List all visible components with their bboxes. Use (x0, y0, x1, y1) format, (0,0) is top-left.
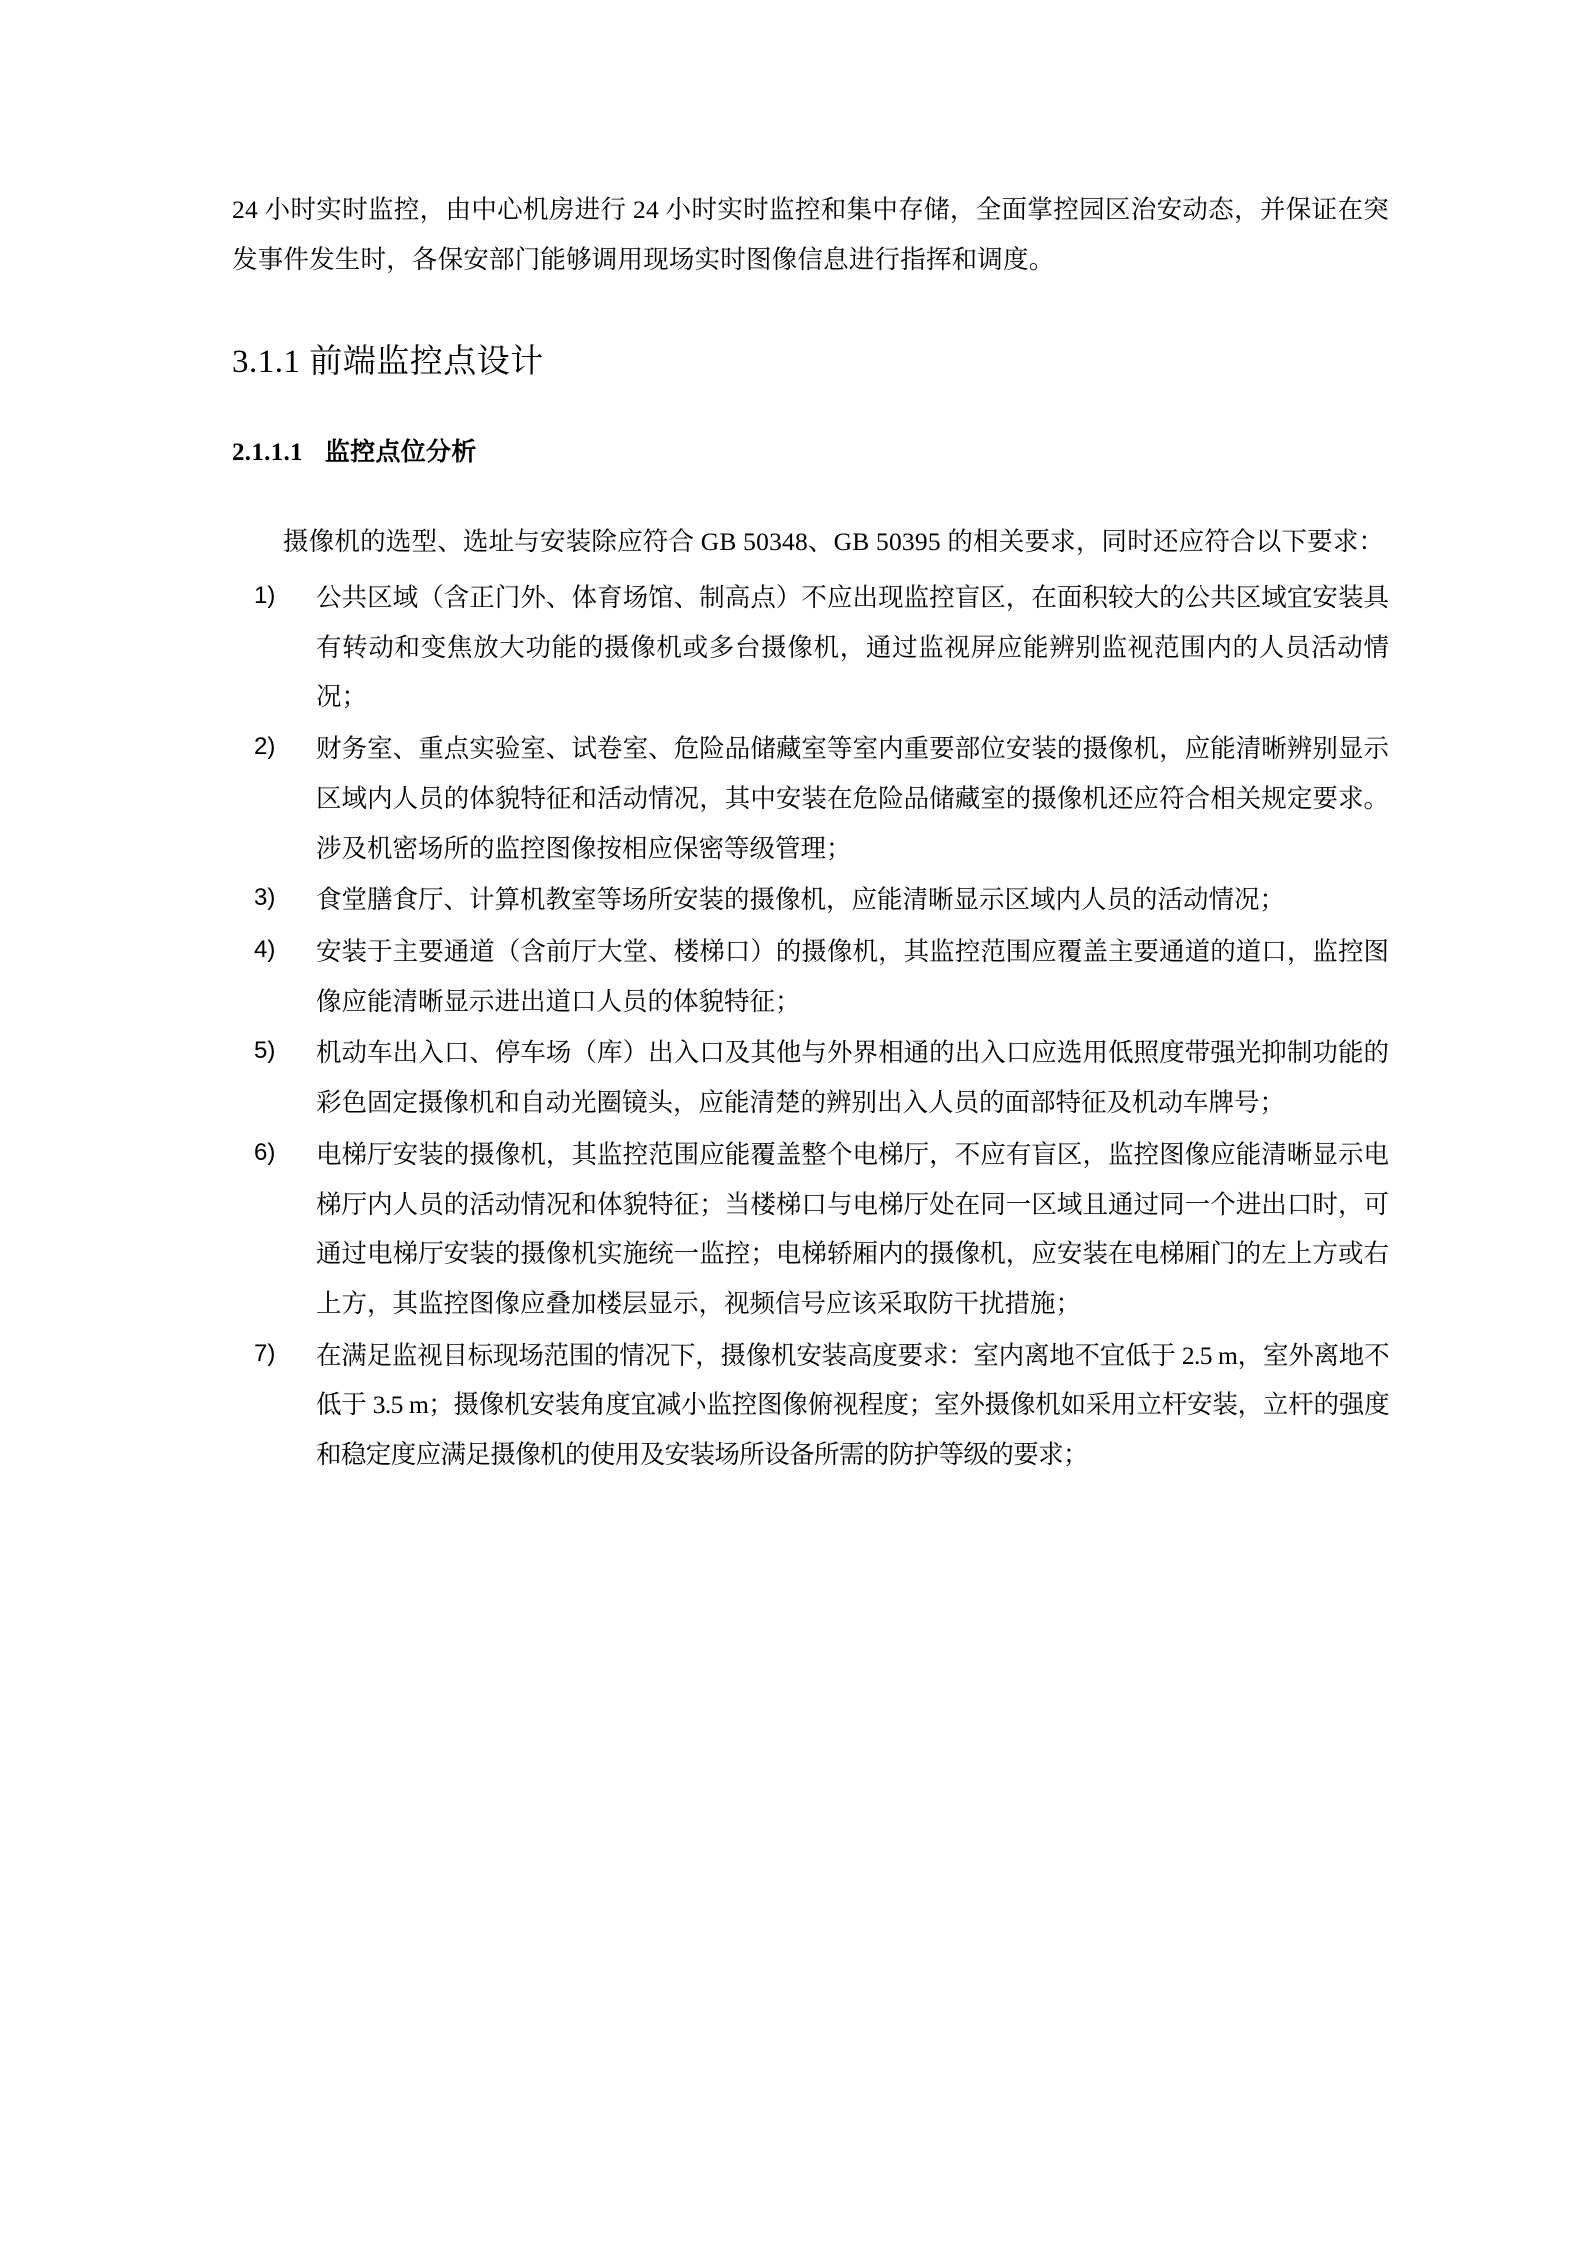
list-item (232, 927, 1389, 1026)
intro-paragraph: 24 小时实时监控，由中心机房进行 24 小时实时监控和集中存储，全面掌控园区治安动态，并保证在突发事件发生时，各保安部门能够调用现场实时图像信息进行指挥和调度。 (232, 195, 1389, 274)
list-item-marker: 4) (254, 935, 276, 963)
section-heading-2 (232, 433, 1389, 473)
list-item-text: 电梯厅安装的摄像机，其监控范围应能覆盖整个电梯厅，不应有盲区，监控图像应能清晰显示电梯厅内人员的活动情况和体貌特征；当楼梯口与电梯厅处在同一区域且通过同一个进出口时，可通过电梯厅安装的摄像机实施统一监控；电梯轿厢内的摄像机，应安装在电梯厢门的左上方或右上方，其监控图像应叠加楼层显示，视频信号应该采取防干扰措施； (316, 1139, 1389, 1319)
list-item (232, 1130, 1389, 1329)
list-item-marker: 1) (254, 581, 276, 609)
list-item-marker: 7) (254, 1339, 276, 1367)
list-item (232, 1331, 1389, 1480)
requirements-list (232, 573, 1389, 1480)
list-item-marker: 2) (254, 733, 276, 761)
list-item-text: 安装于主要通道（含前厅大堂、楼梯口）的摄像机，其监控范围应覆盖主要通道的道口，监控图像应能清晰显示进出道口人员的体貌特征； (316, 936, 1389, 1016)
section-heading-2-text: 监控点位分析 (324, 439, 477, 467)
list-item-marker: 6) (254, 1138, 276, 1166)
list-item-text: 公共区域（含正门外、体育场馆、制高点）不应出现监控盲区，在面积较大的公共区域宜安装具有转动和变焦放大功能的摄像机或多台摄像机，通过监视屏应能辨别监视范围内的人员活动情况； (316, 582, 1389, 712)
section-heading-2-number: 2.1.1.1 (232, 439, 303, 467)
list-item (232, 724, 1389, 873)
list-item-text: 机动车出入口、停车场（库）出入口及其他与外界相通的出入口应选用低照度带强光抑制功能的彩色固定摄像机和自动光圈镜头，应能清楚的辨别出入人员的面部特征及机动车牌号； (316, 1038, 1389, 1118)
list-item (232, 1028, 1389, 1127)
list-item-text: 财务室、重点实验室、试卷室、危险品储藏室等室内重要部位安装的摄像机，应能清晰辨别显示区域内人员的体貌特征和活动情况，其中安装在危险品储藏室的摄像机还应符合相关规定要求。涉及机密场所的监控图像按相应保密等级管理； (316, 734, 1389, 863)
list-item-marker: 3) (254, 884, 276, 912)
lead-paragraph: 摄像机的选型、选址与安装除应符合 GB 50348、GB 50395 的相关要求，同时还应符合以下要求： (283, 527, 1385, 557)
section-heading-1: 3.1.1 前端监控点设计 (232, 344, 544, 381)
list-item-marker: 5) (254, 1037, 276, 1065)
list-item-text: 在满足监视目标现场范围的情况下，摄像机安装高度要求：室内离地不宜低于 2.5 m，室外离地不低于 3.5 m；摄像机安装角度宜减小监控图像俯视程度；室外摄像机如采用立杆安装，立杆的强度和稳定度应满足摄像机的使用及安装场所设备所需的防护等级的要求； (316, 1340, 1389, 1470)
list-item (232, 573, 1389, 722)
list-item-text: 食堂膳食厅、计算机教室等场所安装的摄像机，应能清晰显示区域内人员的活动情况； (316, 885, 1286, 915)
list-item (232, 875, 1389, 925)
